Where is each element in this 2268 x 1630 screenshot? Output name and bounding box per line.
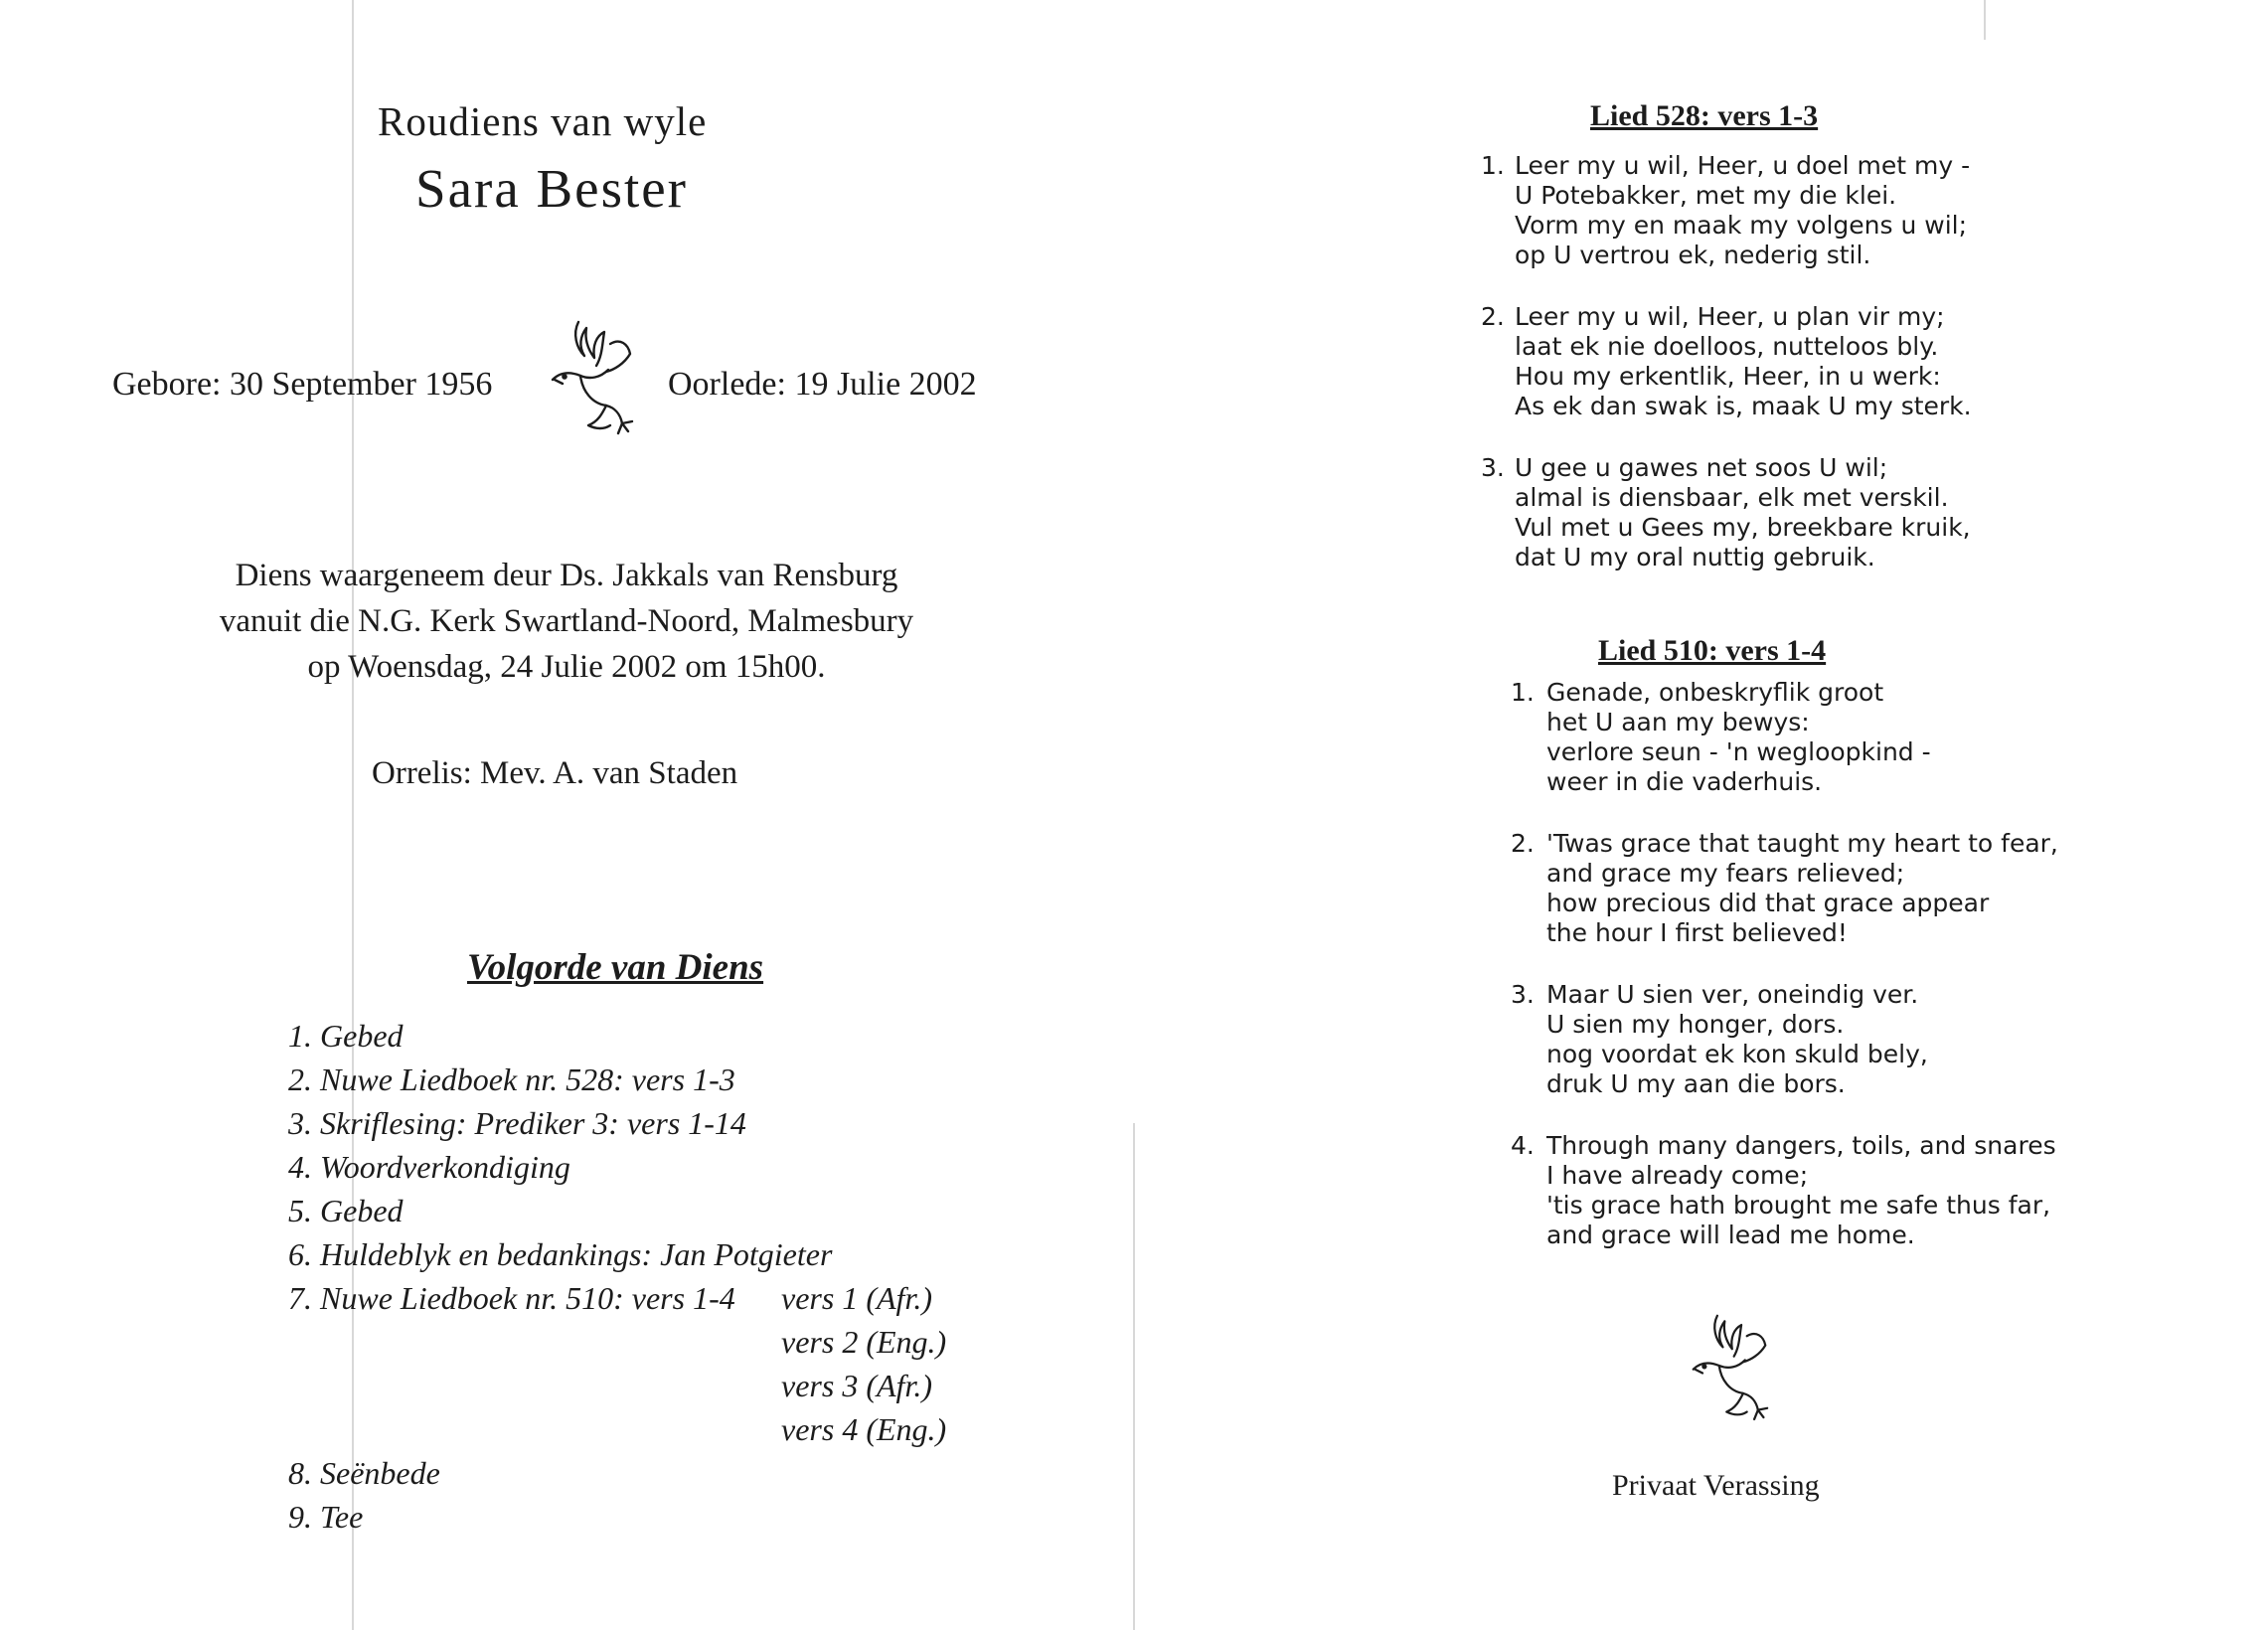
dove-icon xyxy=(1690,1308,1769,1423)
hymn-verse-language: vers 4 (Eng.) xyxy=(781,1411,947,1447)
hymn-verse-language: vers 1 (Afr.) xyxy=(781,1280,932,1316)
verse-text: Leer my u wil, Heer, u plan vir my; laat ek nie doelloos, nutteloos bly. Hou my erkentlik, Heer, in u werk: As ek dan swak is, maak U my sterk. xyxy=(1515,302,1972,420)
verse-number: 3. xyxy=(1511,980,1535,1009)
verse-number: 1. xyxy=(1481,151,1505,180)
deceased-name: Sara Bester xyxy=(415,158,688,219)
verse-number: 4. xyxy=(1511,1131,1535,1160)
fold-line-center xyxy=(1133,1123,1135,1630)
dove-icon xyxy=(549,314,634,437)
service-line: Diens waargeneem deur Ds. Jakkals van Rensburg xyxy=(235,558,898,593)
verse-text: Maar U sien ver, oneindig ver. U sien my honger, dors. nog voordat ek kon skuld bely, druk U my aan die bors. xyxy=(1546,980,1928,1098)
verse-text: Genade, onbeskryflik groot het U aan my bewys: verlore seun - 'n wegloopkind - weer in die vaderhuis. xyxy=(1546,678,1931,796)
order-item: 2. Nuwe Liedboek nr. 528: vers 1-3 xyxy=(288,1061,735,1097)
order-item: 1. Gebed xyxy=(288,1018,404,1054)
verse-number: 3. xyxy=(1481,453,1505,482)
verse-number: 2. xyxy=(1511,829,1535,858)
hymn-510-heading: Lied 510: vers 1-4 xyxy=(1598,634,1827,667)
order-item: 3. Skriflesing: Prediker 3: vers 1-14 xyxy=(288,1105,746,1141)
verse-text: U gee u gawes net soos U wil; almal is diensbaar, elk met verskil. Vul met u Gees my, breekbare kruik, dat U my oral nuttig gebruik. xyxy=(1515,453,1971,571)
order-item: 4. Woordverkondiging xyxy=(288,1149,570,1185)
verse-number: 2. xyxy=(1481,302,1505,331)
private-cremation-note: Privaat Verassing xyxy=(1612,1469,1820,1502)
hymn-528-heading: Lied 528: vers 1-3 xyxy=(1590,99,1819,132)
pre-title: Roudiens van wyle xyxy=(378,98,708,144)
hymn-verse-language: vers 2 (Eng.) xyxy=(781,1324,947,1360)
order-item: 8. Seënbede xyxy=(288,1455,440,1491)
organist: Orrelis: Mev. A. van Staden xyxy=(372,755,738,791)
verse-number: 1. xyxy=(1511,678,1535,707)
verse-text: 'Twas grace that taught my heart to fear, and grace my fears relieved; how precious did that grace appear the hour I first believed! xyxy=(1546,829,2058,947)
service-line: vanuit die N.G. Kerk Swartland-Noord, Malmesbury xyxy=(219,603,914,639)
order-item: 6. Huldeblyk en bedankings: Jan Potgieter xyxy=(288,1236,833,1272)
verse-text: Through many dangers, toils, and snares I have already come; 'tis grace hath brought me safe thus far, and grace will lead me home. xyxy=(1546,1131,2056,1249)
order-item: 7. Nuwe Liedboek nr. 510: vers 1-4 xyxy=(288,1280,735,1316)
order-of-service-heading: Volgorde van Diens xyxy=(467,947,764,988)
birth-date: Gebore: 30 September 1956 xyxy=(112,366,493,403)
verse-text: Leer my u wil, Heer, u doel met my - U Potebakker, met my die klei. Vorm my en maak my volgens u wil; op U vertrou ek, nederig stil. xyxy=(1515,151,1971,269)
service-details xyxy=(159,553,974,690)
hymn-verse-language: vers 3 (Afr.) xyxy=(781,1368,932,1403)
death-date: Oorlede: 19 Julie 2002 xyxy=(668,366,977,403)
fold-line-right xyxy=(1984,0,1986,40)
order-item: 5. Gebed xyxy=(288,1193,404,1228)
fold-line-left xyxy=(352,0,354,1630)
order-item: 9. Tee xyxy=(288,1499,364,1535)
service-line: op Woensdag, 24 Julie 2002 om 15h00. xyxy=(307,649,826,685)
